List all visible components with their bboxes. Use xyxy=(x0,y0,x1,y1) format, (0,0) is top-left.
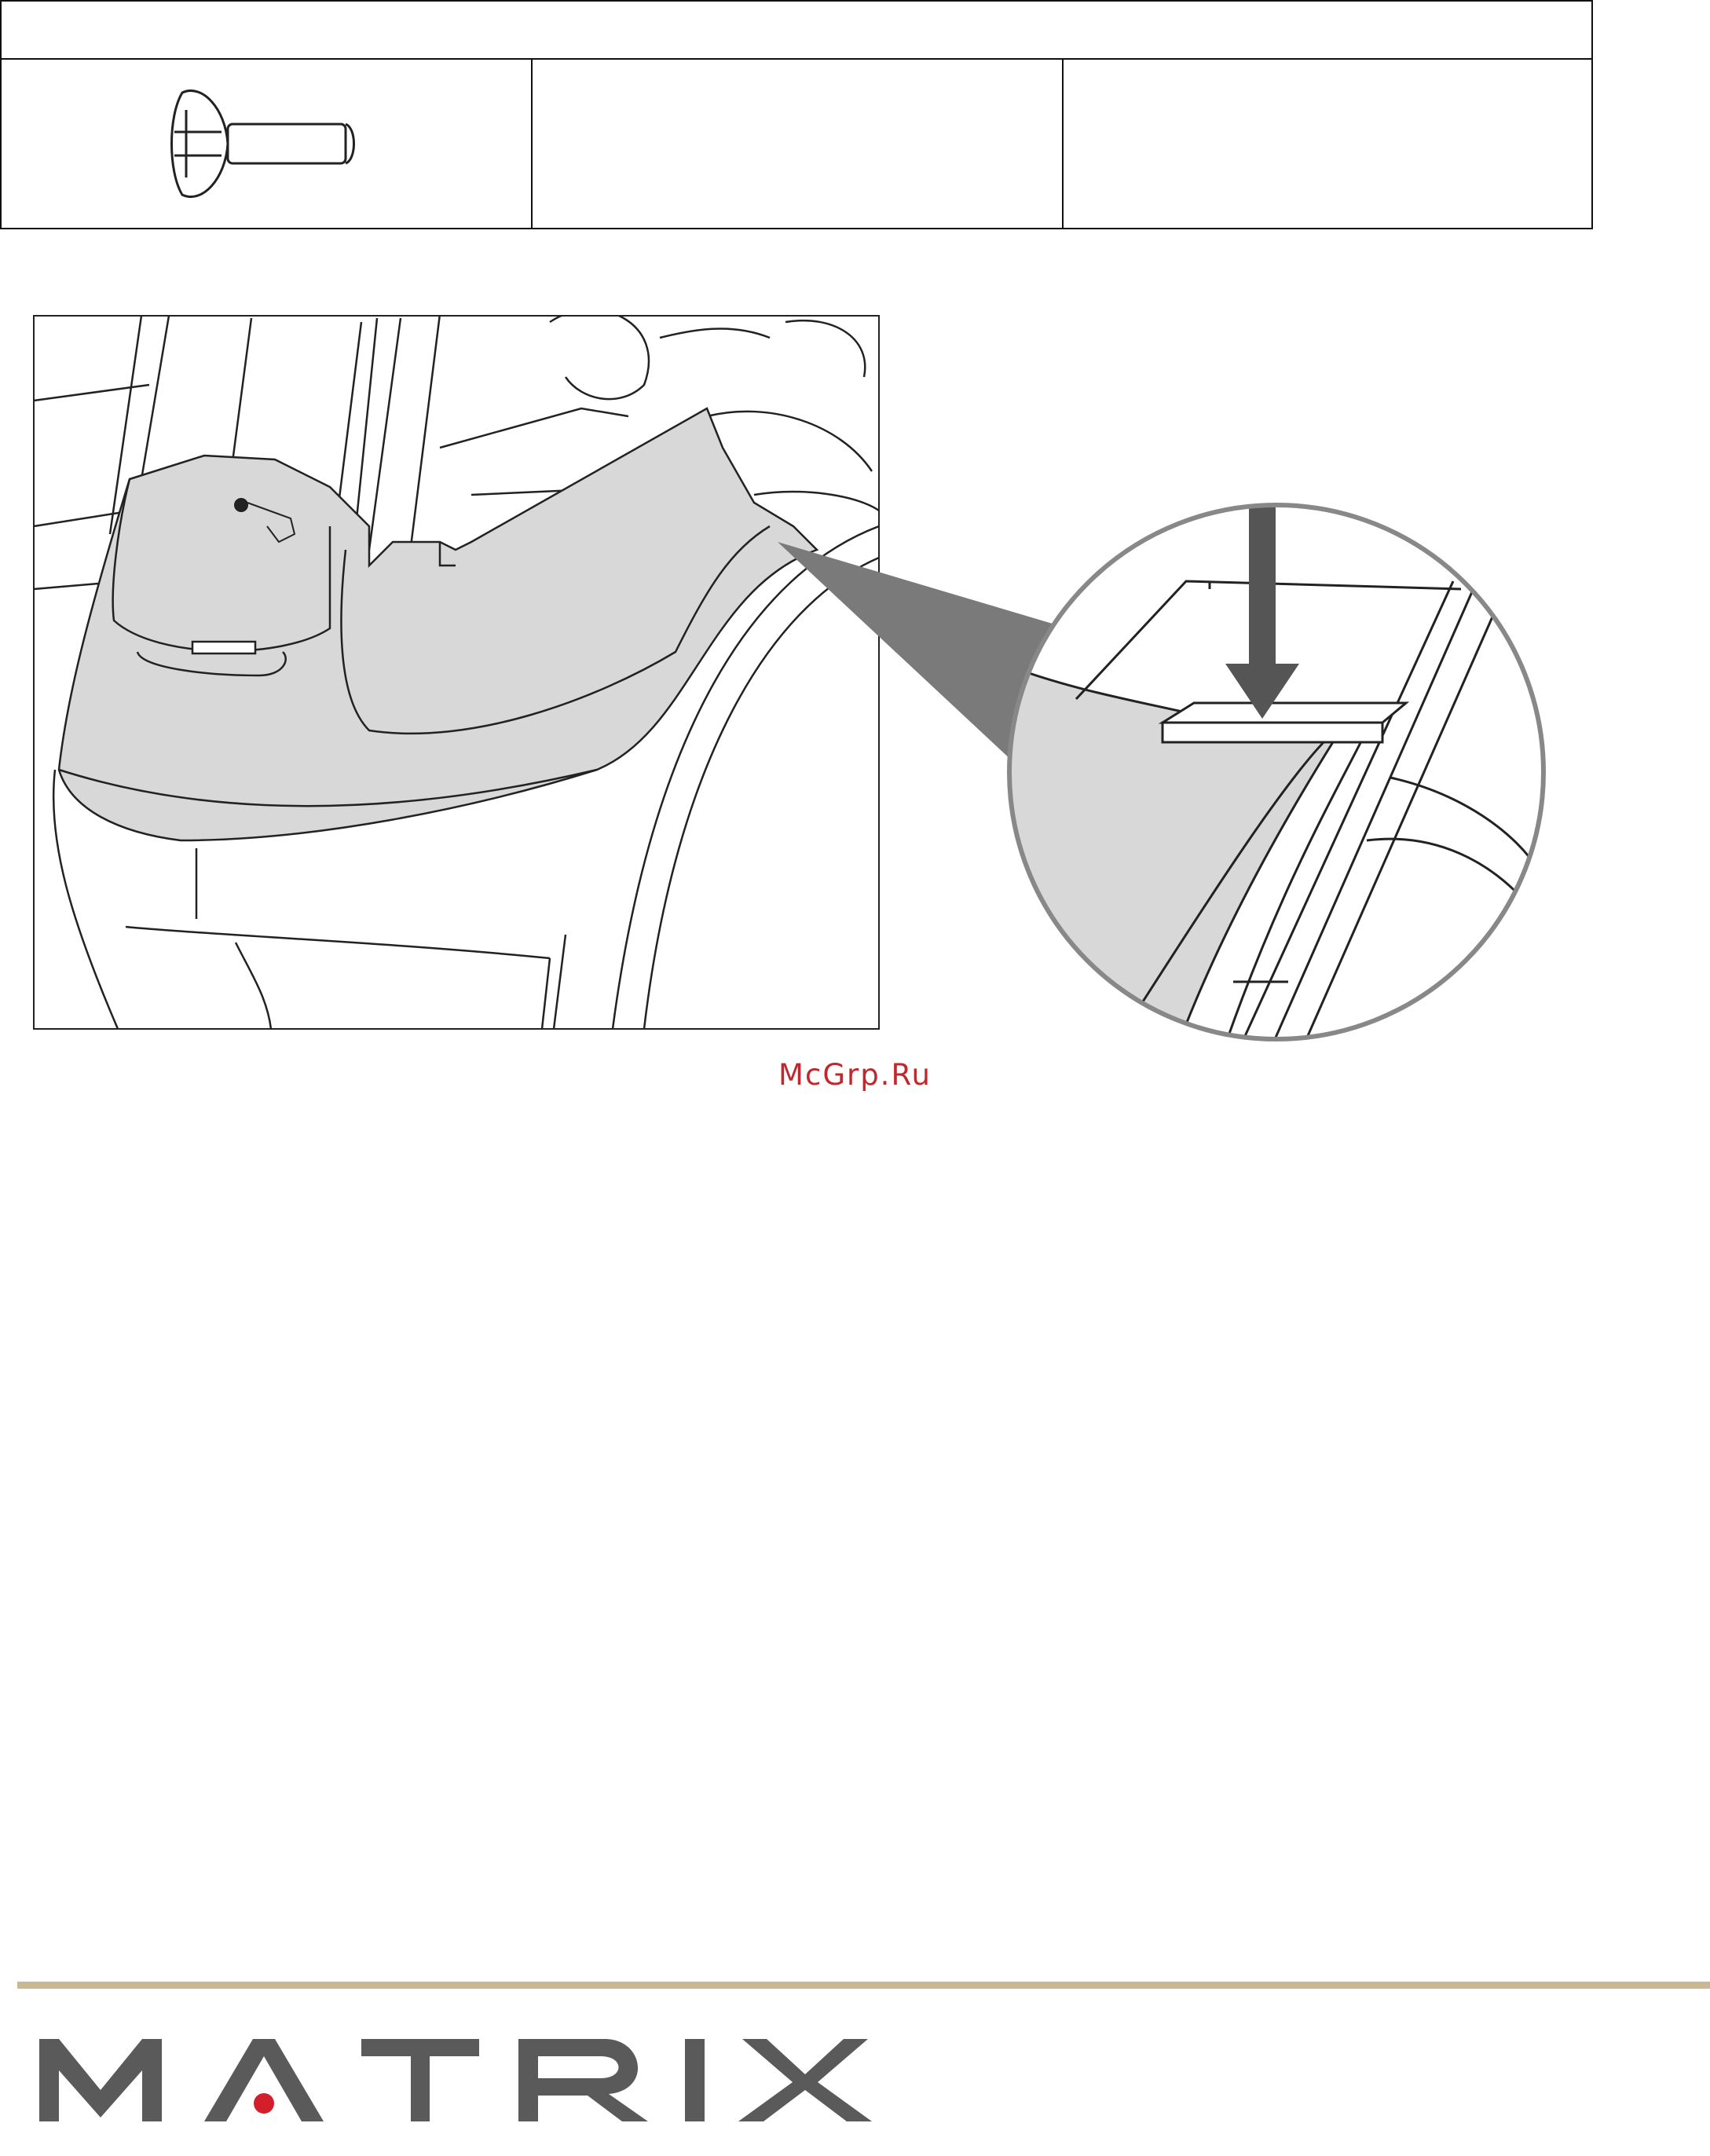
logo-red-dot xyxy=(254,2093,274,2114)
screw-location-icon xyxy=(234,498,248,512)
footer-divider xyxy=(17,1982,1710,1989)
detail-callout xyxy=(998,503,1543,1045)
hardware-table xyxy=(0,0,1593,229)
watermark-text: McGrp.Ru xyxy=(778,1058,932,1092)
hardware-cell-2 xyxy=(533,58,1064,228)
hardware-cell-screw xyxy=(2,58,533,228)
hardware-table-header xyxy=(2,2,1591,60)
hardware-cell-3 xyxy=(1064,58,1591,228)
screw-icon xyxy=(159,77,363,210)
main-view xyxy=(34,309,879,1029)
assembly-illustration xyxy=(0,291,1618,1060)
matrix-logo xyxy=(39,2031,1013,2133)
